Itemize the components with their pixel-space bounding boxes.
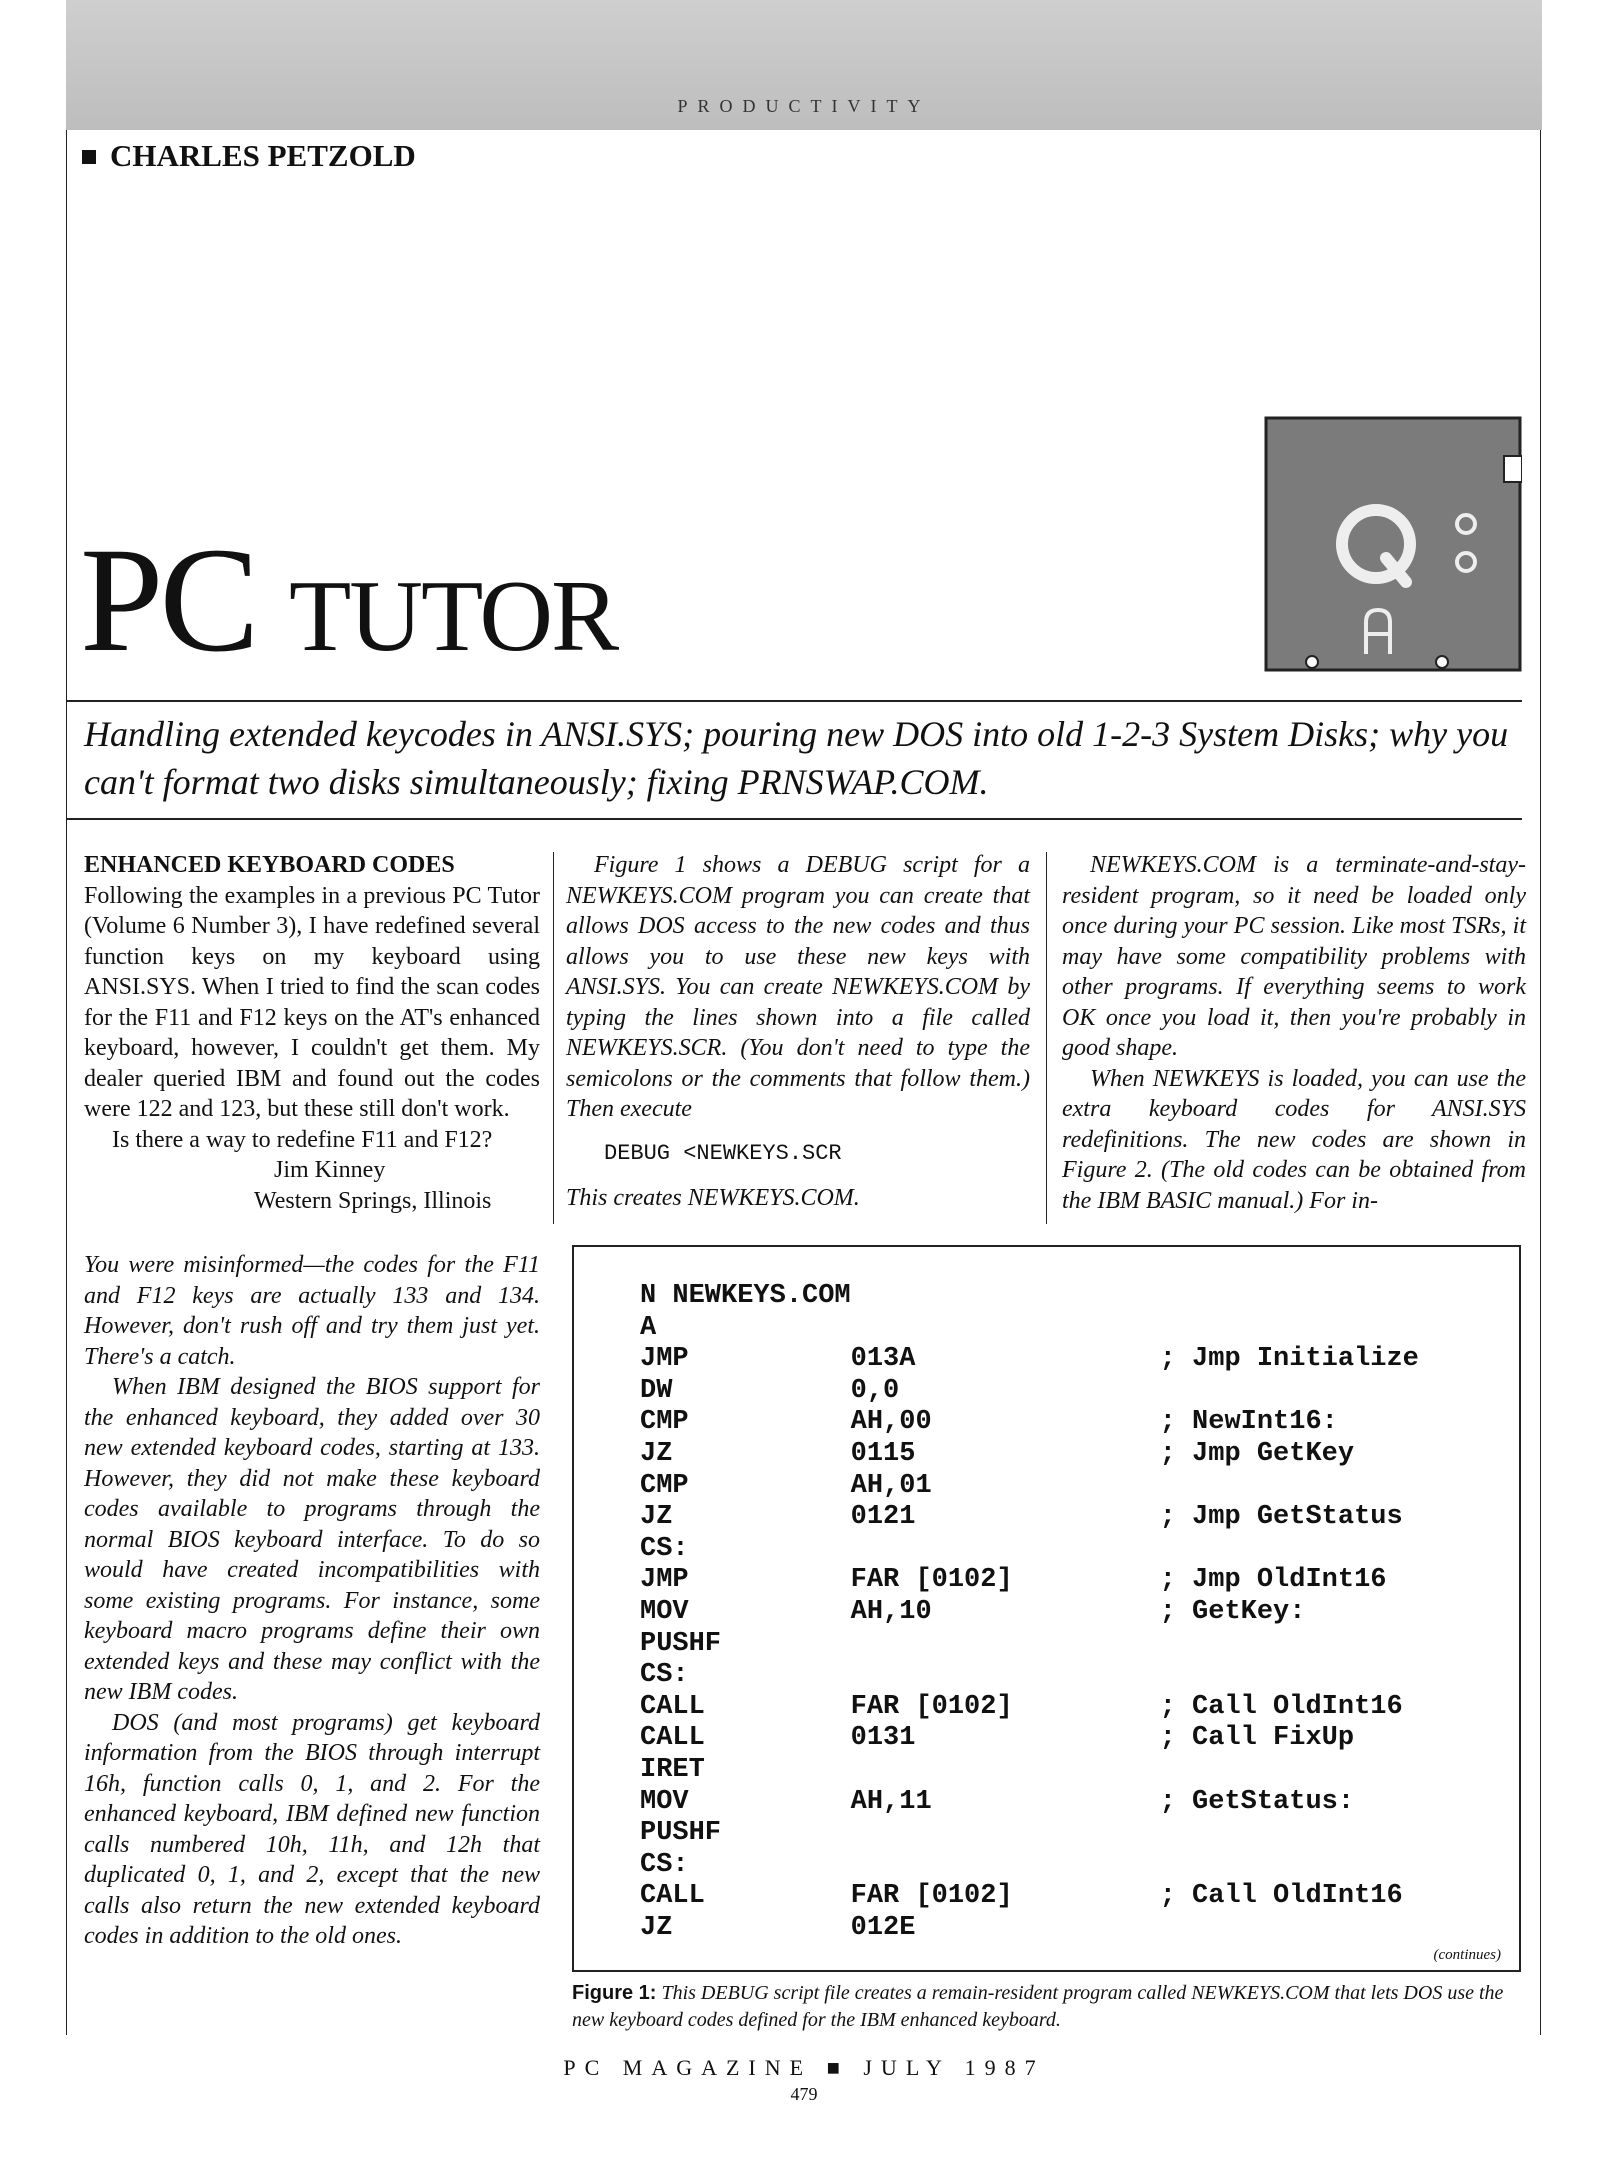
author-byline — [82, 138, 416, 174]
figure-1-caption — [572, 1980, 1522, 2034]
code-op: IRET — [640, 1754, 705, 1785]
code-op: JZ — [640, 1502, 673, 1533]
code-arg: 012E — [850, 1912, 916, 1943]
code-comment — [1160, 1313, 1419, 1345]
code-comment — [1160, 1913, 1419, 1945]
code-line — [640, 1660, 1419, 1692]
code-op: MOV — [640, 1596, 689, 1627]
code-comment: ; Jmp GetStatus — [1159, 1502, 1403, 1533]
column2-paragraph-1: Figure 1 shows a DEBUG script for a NEWKEYS.COM program you can create that allows DOS access to the new codes and thus allows you to use these new keys with ANSI.SYS. You can create NEWKEYS.COM by typing the lines shown into a file called NEWKEYS.SCR. (You don't need to type the semicolons or the comments that follow them.) Then execute — [566, 852, 1030, 1122]
code-line — [640, 1787, 1419, 1819]
code-comment: ; Jmp Initialize — [1159, 1344, 1419, 1375]
code-op: A — [640, 1312, 657, 1343]
code-arg — [851, 1281, 1160, 1313]
code-arg — [851, 1629, 1160, 1661]
code-line — [640, 1471, 1419, 1503]
code-arg: FAR [0102] — [850, 1881, 1013, 1912]
debug-command: DEBUG <NEWKEYS.SCR — [604, 1140, 842, 1166]
code-arg: AH,10 — [850, 1596, 932, 1627]
code-comment: ; Call OldInt16 — [1159, 1881, 1403, 1912]
code-op: PUSHF — [640, 1818, 722, 1849]
code-arg: AH,01 — [850, 1470, 932, 1501]
code-comment: ; GetKey: — [1159, 1596, 1306, 1627]
code-op: CALL — [640, 1881, 705, 1912]
letter-text: Following the examples in a previous PC Tutor (Volume 6 Number 3), I have redefined several function keys on my keyboard using ANSI.SYS. When I tried to find the scan codes for the F11 and F12 keys on the AT's enhanced keyboard, however, I couldn't get them. My dealer queried IBM and found out the codes were 122 and 123, but these still don't work. — [84, 882, 540, 1122]
code-comment — [1160, 1755, 1419, 1787]
code-arg: 0115 — [850, 1438, 916, 1469]
signature-name: Jim Kinney — [274, 1157, 386, 1183]
code-line — [640, 1376, 1419, 1408]
code-op: CS: — [640, 1849, 689, 1880]
section-heading: ENHANCED KEYBOARD CODES — [84, 852, 455, 878]
code-line — [640, 1881, 1419, 1913]
code-arg: AH,11 — [850, 1786, 932, 1817]
code-line — [640, 1534, 1419, 1566]
caption-text: This DEBUG script file creates a remain-resident program called NEWKEYS.COM that lets DOS use the new keyboard codes defined for the IBM enhanced keyboard. — [572, 1982, 1504, 2031]
code-comment — [1160, 1534, 1419, 1566]
right-rule — [1540, 130, 1541, 2035]
code-comment — [1160, 1850, 1419, 1882]
column3-paragraph-2: When NEWKEYS is loaded, you can use the extra keyboard codes for ANSI.SYS redefinitions. The new codes are shown in Figure 2. (The old codes can be obtained from the IBM BASIC manual.) For in- — [1062, 1065, 1526, 1214]
code-line — [640, 1629, 1419, 1661]
code-line — [640, 1502, 1419, 1534]
code-line — [640, 1597, 1419, 1629]
code-line — [640, 1313, 1419, 1345]
code-comment — [1160, 1660, 1419, 1692]
code-arg — [851, 1660, 1160, 1692]
code-line — [640, 1755, 1419, 1787]
answer-paragraph-1: You were misinformed—the codes for the F11 and F12 keys are actually 133 and 134. However, don't rush off and try them just yet. There's a catch. — [84, 1252, 540, 1370]
column-1 — [84, 850, 540, 1952]
code-op: CS: — [640, 1660, 689, 1691]
answer-paragraph-2: When IBM designed the BIOS support for the enhanced keyboard, they added over 30 new extended keyboard codes, starting at 133. However, they did not make these keyboard codes available to programs through the normal BIOS keyboard interface. To do so would have created incompatibilities with some existing programs. For instance, some keyboard macro programs define their own extended keys and these may conflict with the new IBM codes. — [84, 1374, 540, 1705]
code-line — [640, 1565, 1419, 1597]
author-name: CHARLES PETZOLD — [110, 138, 416, 173]
code-op: CMP — [640, 1470, 689, 1501]
answer-paragraph-3: DOS (and most programs) get keyboard information from the BIOS through interrupt 16h, function calls 0, 1, and 2. For the enhanced keyboard, IBM defined new function calls numbered 10h, 11h, and 12h that duplicated 0, 1, and 2, except that the new calls also return the new extended keyboard codes in addition to the old ones. — [84, 1709, 540, 1949]
deck-bottom-rule — [66, 818, 1522, 820]
code-comment: ; Call OldInt16 — [1159, 1691, 1403, 1722]
code-op: PUSHF — [640, 1628, 722, 1659]
footer-magazine: PC MAGAZINE ■ JULY 1987 — [563, 2055, 1045, 2080]
code-listing — [640, 1281, 1419, 1944]
code-arg: 0121 — [850, 1502, 916, 1533]
column-rule-1 — [553, 852, 554, 1224]
code-comment — [1160, 1471, 1419, 1503]
figure-1-box — [572, 1245, 1521, 1972]
page-number: 479 — [790, 2084, 818, 2104]
code-comment — [1160, 1629, 1419, 1661]
code-op: CMP — [640, 1407, 689, 1438]
code-op: JZ — [640, 1438, 673, 1469]
signature-place: Western Springs, Illinois — [254, 1187, 492, 1214]
code-arg — [851, 1818, 1160, 1850]
column-2 — [566, 850, 1030, 1214]
code-comment — [1160, 1376, 1419, 1408]
code-op: CALL — [640, 1691, 705, 1722]
page-title — [80, 517, 618, 697]
code-line — [640, 1344, 1419, 1376]
code-comment — [1160, 1281, 1419, 1313]
title-small: TUTOR — [288, 560, 618, 673]
caption-label: Figure 1: — [572, 1982, 657, 2004]
code-op: CS: — [640, 1533, 689, 1564]
code-comment: ; NewInt16: — [1159, 1407, 1338, 1438]
column2-paragraph-2: This creates NEWKEYS.COM. — [566, 1185, 860, 1211]
code-line — [640, 1439, 1419, 1471]
column3-paragraph-1: NEWKEYS.COM is a terminate-and-stay-resident program, so it need be loaded only once during your PC session. Like most TSRs, it may have some compatibility problems with other programs. If everything seems to work OK once you load it, then you're probably in good shape. — [1062, 852, 1526, 1061]
code-op: JMP — [640, 1344, 689, 1375]
code-arg — [851, 1850, 1160, 1882]
code-op: MOV — [640, 1786, 689, 1817]
code-line — [640, 1818, 1419, 1850]
code-line — [640, 1913, 1419, 1945]
code-line — [640, 1723, 1419, 1755]
code-op: CALL — [640, 1723, 705, 1754]
code-op: JMP — [640, 1565, 689, 1596]
deck-top-rule — [66, 700, 1522, 702]
code-arg — [851, 1313, 1160, 1345]
code-comment — [1160, 1818, 1419, 1850]
code-comment: ; Jmp GetKey — [1159, 1438, 1355, 1469]
code-line — [640, 1281, 1419, 1313]
code-arg: 0,0 — [850, 1375, 900, 1406]
code-arg — [851, 1755, 1160, 1787]
continues-note: (continues) — [1433, 1947, 1501, 1963]
code-arg: 0131 — [850, 1723, 916, 1754]
letter-question: Is there a way to redefine F11 and F12? — [112, 1126, 493, 1153]
section-label: PRODUCTIVITY — [677, 96, 931, 116]
code-op: N NEWKEYS.COM — [640, 1281, 851, 1311]
code-arg: FAR [0102] — [850, 1691, 1013, 1722]
code-arg: AH,00 — [850, 1407, 932, 1438]
code-arg: 013A — [850, 1344, 916, 1375]
floppy-disk-icon — [1264, 416, 1522, 672]
column-rule-2 — [1046, 852, 1047, 1224]
code-line — [640, 1850, 1419, 1882]
code-op: JZ — [640, 1912, 673, 1943]
deck-subtitle: Handling extended keycodes in ANSI.SYS; pouring new DOS into old 1-2-3 System Disks; why you can't format two disks simultaneously; fixing PRNSWAP.COM. — [84, 714, 1509, 802]
code-arg — [851, 1534, 1160, 1566]
code-line — [640, 1407, 1419, 1439]
code-op: DW — [640, 1375, 673, 1406]
code-arg: FAR [0102] — [850, 1565, 1013, 1596]
bullet-icon — [82, 150, 96, 164]
column-3 — [1062, 850, 1526, 1216]
code-comment: ; Call FixUp — [1159, 1723, 1355, 1754]
code-comment: ; Jmp OldInt16 — [1159, 1565, 1387, 1596]
code-line — [640, 1692, 1419, 1724]
title-large: PC — [80, 517, 256, 683]
code-comment: ; GetStatus: — [1159, 1786, 1355, 1817]
left-rule — [66, 130, 67, 2035]
